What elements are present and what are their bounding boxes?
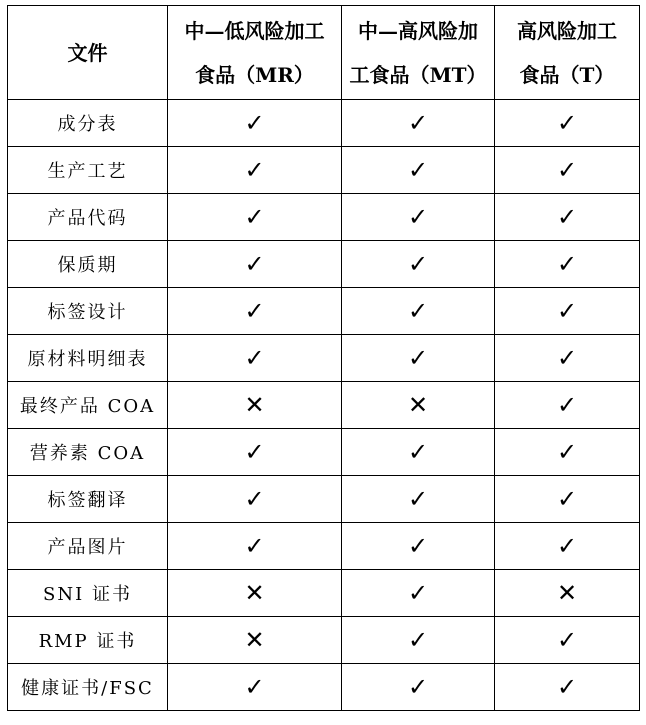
mt-mark: ✓ [407, 156, 429, 184]
t-mark: ✓ [556, 156, 578, 184]
header-t-line1: 高风险加工 [517, 18, 617, 43]
mr-mark: ✓ [244, 297, 265, 325]
mr-mark: ✓ [244, 485, 265, 513]
t-mark: ✓ [556, 109, 578, 137]
mr-mark: ✓ [244, 673, 265, 701]
t-cell [495, 429, 640, 476]
mt-cell [342, 147, 495, 194]
t-mark: ✓ [556, 297, 578, 325]
mt-mark: ✓ [407, 344, 429, 372]
t-cell [495, 100, 640, 147]
mr-cell [168, 147, 342, 194]
document-name: 最终产品 COA [8, 382, 168, 429]
mr-cell [168, 523, 342, 570]
mt-cell [342, 429, 495, 476]
t-cell [495, 570, 640, 617]
mr-cell [168, 194, 342, 241]
t-cell [495, 194, 640, 241]
mt-cell [342, 476, 495, 523]
mr-cell [168, 241, 342, 288]
mt-cell [342, 617, 495, 664]
table-row [8, 147, 640, 194]
mt-mark: ✕ [407, 391, 429, 419]
table-row [8, 664, 640, 711]
mt-cell [342, 335, 495, 382]
mt-mark: ✓ [407, 485, 429, 513]
mr-mark: ✕ [244, 391, 265, 419]
table-row [8, 335, 640, 382]
document-name: 产品图片 [8, 523, 168, 570]
mr-mark: ✓ [244, 344, 265, 372]
table-row [8, 476, 640, 523]
mr-mark: ✓ [244, 156, 265, 184]
t-mark: ✓ [556, 485, 578, 513]
document-name: 产品代码 [8, 194, 168, 241]
header-t-line2: 食品（T） [519, 62, 615, 87]
table-row [8, 570, 640, 617]
header-row [8, 6, 640, 100]
t-mark: ✓ [556, 532, 578, 560]
t-cell [495, 288, 640, 335]
document-name: 保质期 [8, 241, 168, 288]
t-mark: ✓ [556, 673, 578, 701]
table-row [8, 241, 640, 288]
mt-cell [342, 570, 495, 617]
t-cell [495, 147, 640, 194]
document-name: 标签设计 [8, 288, 168, 335]
document-name: 营养素 COA [8, 429, 168, 476]
mt-cell [342, 523, 495, 570]
mr-cell [168, 476, 342, 523]
mt-cell [342, 241, 495, 288]
mt-cell [342, 382, 495, 429]
header-mt-line2: 工食品（MT） [349, 62, 487, 87]
mt-mark: ✓ [407, 626, 429, 654]
mt-cell [342, 194, 495, 241]
header-mr [168, 6, 342, 100]
header-mt-line1: 中—高风险加 [358, 18, 478, 43]
table-row [8, 288, 640, 335]
mr-cell [168, 382, 342, 429]
mr-cell [168, 664, 342, 711]
t-mark: ✓ [556, 391, 578, 419]
table-row [8, 100, 640, 147]
document-name: 标签翻译 [8, 476, 168, 523]
t-cell [495, 476, 640, 523]
document-name: RMP 证书 [8, 617, 168, 664]
header-mr-line1: 中—低风险加工 [184, 18, 325, 43]
mt-mark: ✓ [407, 532, 429, 560]
header-mr-line2: 食品（MR） [195, 62, 314, 87]
t-mark: ✓ [556, 250, 578, 278]
t-cell [495, 241, 640, 288]
mr-cell [168, 100, 342, 147]
t-cell [495, 523, 640, 570]
mr-mark: ✓ [244, 203, 265, 231]
mt-mark: ✓ [407, 203, 429, 231]
mr-cell [168, 429, 342, 476]
header-document-label: 文件 [67, 40, 108, 65]
table-row [8, 523, 640, 570]
t-cell [495, 335, 640, 382]
document-name: 成分表 [8, 100, 168, 147]
mr-mark: ✓ [244, 109, 265, 137]
mt-mark: ✓ [407, 250, 429, 278]
table-row [8, 194, 640, 241]
table-row [8, 382, 640, 429]
header-document [8, 6, 168, 100]
t-cell [495, 617, 640, 664]
mt-cell [342, 288, 495, 335]
t-mark: ✓ [556, 438, 578, 466]
document-name: SNI 证书 [8, 570, 168, 617]
table-row [8, 617, 640, 664]
document-name: 健康证书/FSC [8, 664, 168, 711]
t-mark: ✓ [556, 626, 578, 654]
mr-mark: ✕ [244, 579, 265, 607]
mt-mark: ✓ [407, 438, 429, 466]
table-row [8, 429, 640, 476]
t-cell [495, 382, 640, 429]
header-mt [342, 6, 495, 100]
mt-cell [342, 100, 495, 147]
mr-cell [168, 335, 342, 382]
mr-mark: ✓ [244, 532, 265, 560]
t-mark: ✓ [556, 203, 578, 231]
mr-cell [168, 570, 342, 617]
document-name: 原材料明细表 [8, 335, 168, 382]
requirements-table [7, 5, 640, 711]
mt-cell [342, 664, 495, 711]
mt-mark: ✓ [407, 579, 429, 607]
mr-mark: ✓ [244, 438, 265, 466]
document-name: 生产工艺 [8, 147, 168, 194]
mr-mark: ✕ [244, 626, 265, 654]
mr-cell [168, 288, 342, 335]
mt-mark: ✓ [407, 109, 429, 137]
mt-mark: ✓ [407, 673, 429, 701]
t-mark: ✕ [556, 579, 578, 607]
mr-mark: ✓ [244, 250, 265, 278]
mt-mark: ✓ [407, 297, 429, 325]
t-cell [495, 664, 640, 711]
mr-cell [168, 617, 342, 664]
t-mark: ✓ [556, 344, 578, 372]
header-t [495, 6, 640, 100]
